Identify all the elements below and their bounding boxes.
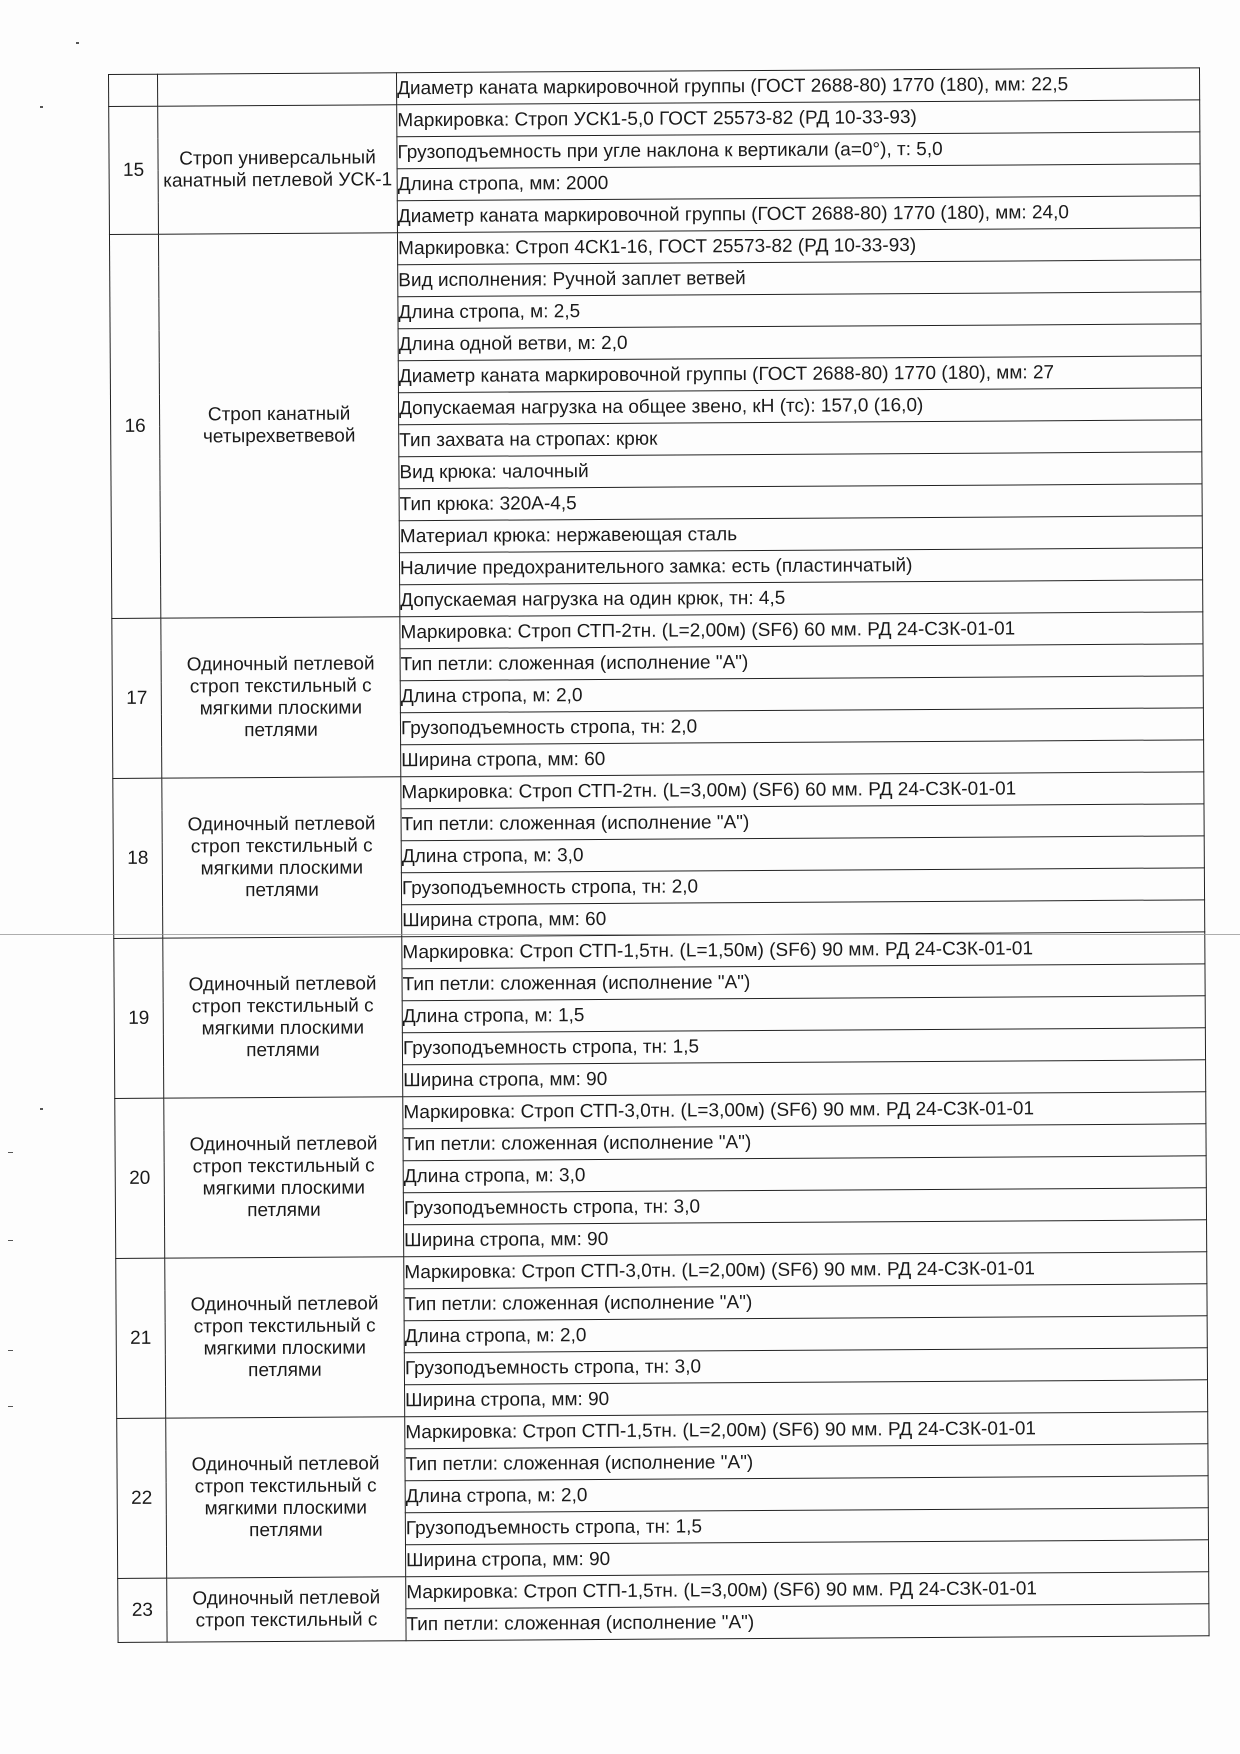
item-number: 20: [115, 1098, 165, 1258]
item-property: Допускаемая нагрузка на один крюк, тн: 4,5: [400, 580, 1203, 617]
item-property: Ширина стропа, мм: 90: [405, 1380, 1208, 1417]
item-property: Тип петли: сложенная (исполнение "А"): [402, 964, 1205, 1001]
scan-speck: [8, 1406, 13, 1407]
item-property: Ширина стропа, мм: 60: [402, 900, 1205, 937]
item-property: Грузоподъемность стропа, тн: 1,5: [405, 1508, 1208, 1545]
scan-speck: [40, 106, 43, 108]
item-property: Тип петли: сложенная (исполнение "А"): [403, 1124, 1206, 1161]
item-property: Грузоподъемность стропа, тн: 2,0: [401, 868, 1204, 905]
item-property: Тип петли: сложенная (исполнение "А"): [405, 1444, 1208, 1481]
item-property: Грузоподъемность при угле наклона к вертикали (a=0°), т: 5,0: [397, 132, 1200, 169]
item-name: Одиночный петлевой строп текстильный с мягкими плоскими петлями: [165, 1257, 405, 1418]
specification-table: [108, 67, 1210, 1643]
item-property: Маркировка: Строп СТП-2тн. (L=3,00м) (SF6) 60 мм. РД 24-СЗК-01-01: [401, 772, 1204, 809]
item-property: Вид исполнения: Ручной заплет ветвей: [398, 260, 1201, 297]
item-property: Маркировка: Строп СТП-3,0тн. (L=2,00м) (SF6) 90 мм. РД 24-СЗК-01-01: [404, 1252, 1207, 1289]
item-property: Наличие предохранительного замка: есть (пластинчатый): [399, 548, 1202, 585]
item-property: Тип крюка: 320А-4,5: [399, 484, 1202, 521]
item-property: Материал крюка: нержавеющая сталь: [399, 516, 1202, 553]
item-number: 21: [116, 1258, 166, 1418]
item-number: 17: [112, 618, 162, 778]
item-property: Грузоподъемность стропа, тн: 2,0: [400, 708, 1203, 745]
item-property: Допускаемая нагрузка на общее звено, кН (тс): 157,0 (16,0): [398, 388, 1201, 425]
item-property: Тип петли: сложенная (исполнение "А"): [406, 1604, 1209, 1641]
item-name: Строп канатный четырехветвевой: [158, 233, 399, 618]
scan-speck: [76, 42, 79, 44]
item-name: Одиночный петлевой строп текстильный с мягкими плоскими петлями: [162, 777, 402, 938]
item-property: Грузоподъемность стропа, тн: 3,0: [403, 1188, 1206, 1225]
item-property: Длина стропа, м: 2,0: [404, 1316, 1207, 1353]
item-name: Одиночный петлевой строп текстильный с мягкими плоскими петлями: [163, 937, 403, 1098]
item-property: Маркировка: Строп СТП-1,5тн. (L=1,50м) (SF6) 90 мм. РД 24-СЗК-01-01: [402, 932, 1205, 969]
item-property: Маркировка: Строп СТП-1,5тн. (L=3,00м) (SF6) 90 мм. РД 24-СЗК-01-01: [406, 1572, 1209, 1609]
item-number: 19: [114, 938, 164, 1098]
scan-speck: [8, 1152, 13, 1153]
item-name: Строп универсальный канатный петлевой УСК-1: [158, 105, 398, 234]
item-property: Тип петли: сложенная (исполнение "А"): [404, 1284, 1207, 1321]
item-name: Одиночный петлевой строп текстильный с мягкими плоскими петлями: [166, 1417, 406, 1578]
item-number: 18: [113, 778, 163, 938]
item-property: Грузоподъемность стропа, тн: 3,0: [404, 1348, 1207, 1385]
item-property: Ширина стропа, мм: 60: [401, 740, 1204, 777]
item-property: Вид крюка: чалочный: [399, 452, 1202, 489]
scan-speck: [40, 1108, 43, 1110]
item-property: Маркировка: Строп СТП-1,5тн. (L=2,00м) (SF6) 90 мм. РД 24-СЗК-01-01: [405, 1412, 1208, 1449]
item-property: Тип петли: сложенная (исполнение "А"): [401, 804, 1204, 841]
item-property: Диаметр каната маркировочной группы (ГОСТ 2688-80) 1770 (180), мм: 27: [398, 356, 1201, 393]
item-property: Маркировка: Строп УСК1-5,0 ГОСТ 25573-82 (РД 10-33-93): [397, 100, 1200, 137]
item-name: Одиночный петлевой строп текстильный с мягкими плоскими петлями: [164, 1097, 404, 1258]
item-number: 16: [109, 234, 160, 618]
specification-table-body: [109, 68, 1210, 1643]
item-property: Длина стропа, м: 3,0: [401, 836, 1204, 873]
scan-speck: [8, 1240, 13, 1241]
item-name: [158, 73, 397, 106]
item-property: Тип захвата на стропах: крюк: [399, 420, 1202, 457]
item-property: Маркировка: Строп 4СК1-16, ГОСТ 25573-82 (РД 10-33-93): [397, 228, 1200, 265]
item-property: Длина стропа, м: 2,5: [398, 292, 1201, 329]
item-property: Длина стропа, м: 3,0: [403, 1156, 1206, 1193]
item-property: Длина стропа, м: 2,0: [405, 1476, 1208, 1513]
item-property: Ширина стропа, мм: 90: [405, 1540, 1208, 1577]
item-property: Длина одной ветви, м: 2,0: [398, 324, 1201, 361]
scan-fold-line: [0, 934, 1240, 935]
item-property: Длина стропа, м: 1,5: [402, 996, 1205, 1033]
item-number: 23: [118, 1578, 167, 1642]
item-property: Ширина стропа, мм: 90: [403, 1060, 1206, 1097]
item-property: Маркировка: Строп СТП-2тн. (L=2,00м) (SF6) 60 мм. РД 24-СЗК-01-01: [400, 612, 1203, 649]
item-property: Грузоподъемность стропа, тн: 1,5: [402, 1028, 1205, 1065]
item-number: [109, 74, 158, 106]
item-property: Диаметр каната маркировочной группы (ГОСТ 2688-80) 1770 (180), мм: 24,0: [397, 196, 1200, 233]
item-property: Ширина стропа, мм: 90: [404, 1220, 1207, 1257]
item-name: Одиночный петлевой строп текстильный с: [167, 1577, 406, 1642]
item-property: Длина стропа, м: 2,0: [400, 676, 1203, 713]
scan-speck: [8, 1350, 13, 1351]
item-name: Одиночный петлевой строп текстильный с мягкими плоскими петлями: [161, 617, 401, 778]
item-property: Длина стропа, мм: 2000: [397, 164, 1200, 201]
item-number: 22: [117, 1418, 167, 1578]
item-property: Тип петли: сложенная (исполнение "А"): [400, 644, 1203, 681]
item-property: Диаметр каната маркировочной группы (ГОСТ 2688-80) 1770 (180), мм: 22,5: [396, 68, 1199, 105]
item-number: 15: [109, 106, 159, 234]
item-property: Маркировка: Строп СТП-3,0тн. (L=3,00м) (SF6) 90 мм. РД 24-СЗК-01-01: [403, 1092, 1206, 1129]
